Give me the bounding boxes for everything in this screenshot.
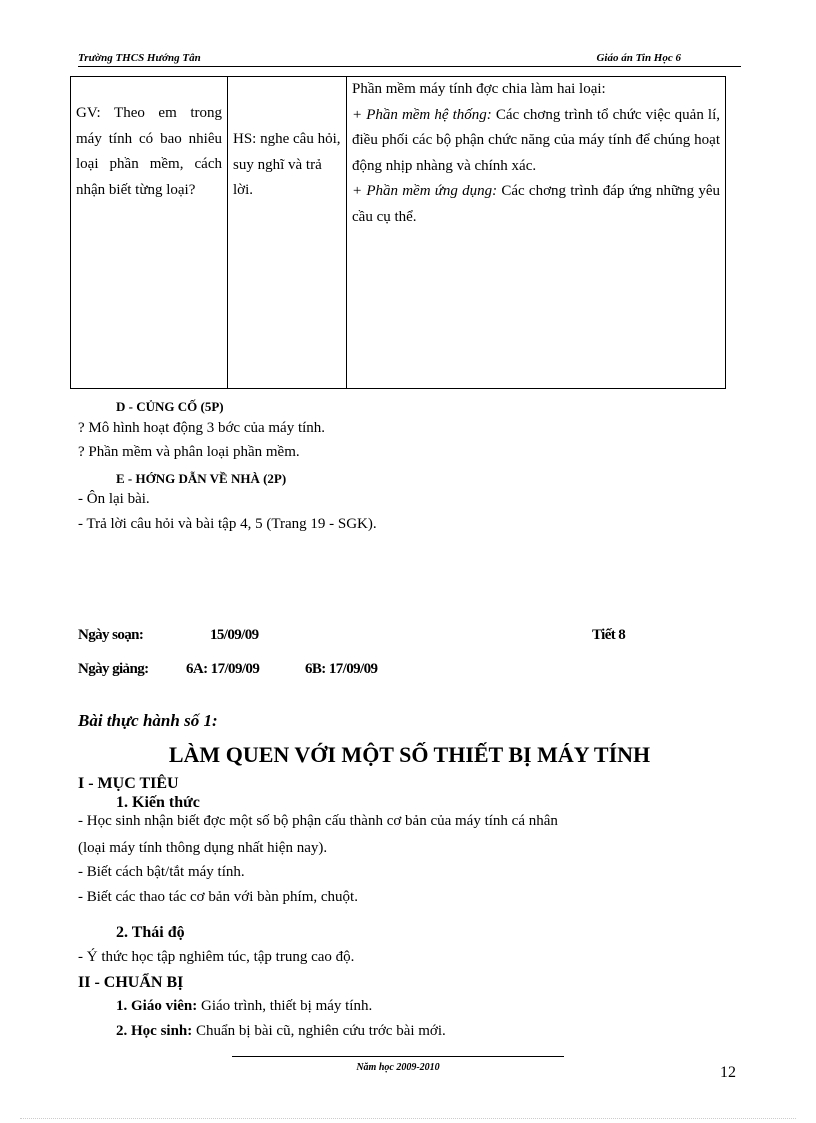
objectives-heading: I - MỤC TIÊU — [78, 775, 179, 792]
knowledge-line: - Biết các thao tác cơ bản với bàn phím, chuột. — [78, 889, 358, 905]
page-number: 12 — [720, 1064, 736, 1081]
content-intro: Phần mềm máy tính đợc chia làm hai loại: — [352, 81, 606, 97]
section-e-line: - Trả lời câu hỏi và bài tập 4, 5 (Trang 19 - SGK). — [78, 516, 377, 532]
student-text: Chuẩn bị bài cũ, nghiên cứu trớc bài mới. — [192, 1023, 446, 1039]
content-cell — [347, 77, 726, 389]
knowledge-line: (loại máy tính thông dụng nhất hiện nay). — [78, 840, 328, 856]
attitude-line: - Ý thức học tập nghiêm túc, tập trung cao độ. — [78, 949, 355, 965]
teacher-text: Giáo trình, thiết bị máy tính. — [197, 998, 373, 1014]
period-number: Tiết 8 — [592, 627, 626, 643]
attitude-heading: 2. Thái độ — [116, 924, 185, 941]
section-e-line: - Ôn lại bài. — [78, 491, 150, 507]
lesson-subtitle: Bài thực hành số 1: — [78, 711, 218, 730]
teacher-label: 1. Giáo viên: — [116, 998, 198, 1014]
section-e-heading: E - HỚNG DẪN VỀ NHÀ (2P) — [116, 471, 287, 486]
section-d-line: ? Phần mềm và phân loại phần mềm. — [78, 444, 300, 460]
knowledge-line: - Học sinh nhận biết đợc một số bộ phận cấu thành cơ bản của máy tính cá nhân — [78, 813, 558, 829]
section-d-heading: D - CỦNG CỐ (5P) — [116, 399, 224, 414]
student-activity-cell: HS: nghe câu hỏi, suy nghĩ và trả lời. — [228, 77, 347, 389]
lesson-table — [70, 76, 726, 389]
preparation-date-label: Ngày soạn: — [78, 627, 144, 643]
lesson-title: LÀM QUEN VỚI MỘT SỐ THIẾT BỊ MÁY TÍNH — [168, 742, 651, 767]
content-item-application-software — [352, 179, 720, 230]
table-row — [71, 77, 726, 389]
knowledge-heading: 1. Kiến thức — [116, 794, 200, 811]
preparation-heading: II - CHUẨN BỊ — [78, 974, 184, 991]
item-text: Các chơng trình đáp ứng những yêu cầu cụ thể. — [352, 183, 720, 225]
content-item-system-software — [352, 103, 720, 180]
document-subject: Giáo án Tin Học 6 — [596, 52, 681, 64]
class-6b-date: 6B: 17/09/09 — [305, 661, 378, 677]
school-name: Trường THCS Hướng Tân — [78, 52, 201, 64]
item-label: + Phần mềm hệ thống: — [352, 106, 492, 123]
item-label: + Phần mềm ứng dụng: — [352, 183, 498, 199]
footer-divider — [232, 1056, 564, 1057]
page-header — [78, 50, 741, 67]
section-d-line: ? Mô hình hoạt động 3 bớc của máy tính. — [78, 420, 326, 436]
teacher-preparation — [116, 998, 372, 1015]
teaching-date-label: Ngày giảng: — [78, 661, 149, 677]
item-text: Các chơng trình tổ chức việc quản lí, điều phối các bộ phận chức năng của máy tính để chúng hoạt động nhịp nhàng và chính xác. — [352, 106, 720, 174]
student-preparation — [116, 1023, 446, 1040]
teacher-activity-cell: GV: Theo em trong máy tính có bao nhiêu loại phần mềm, cách nhận biết từng loại? — [71, 77, 228, 389]
preparation-date: 15/09/09 — [210, 627, 259, 643]
class-6a-date: 6A: 17/09/09 — [186, 661, 260, 677]
school-year: Năm học 2009-2010 — [356, 1062, 440, 1073]
student-label: 2. Học sinh: — [116, 1023, 193, 1039]
knowledge-line: - Biết cách bật/tắt máy tính. — [78, 864, 245, 880]
page-edge-divider — [20, 1118, 796, 1119]
